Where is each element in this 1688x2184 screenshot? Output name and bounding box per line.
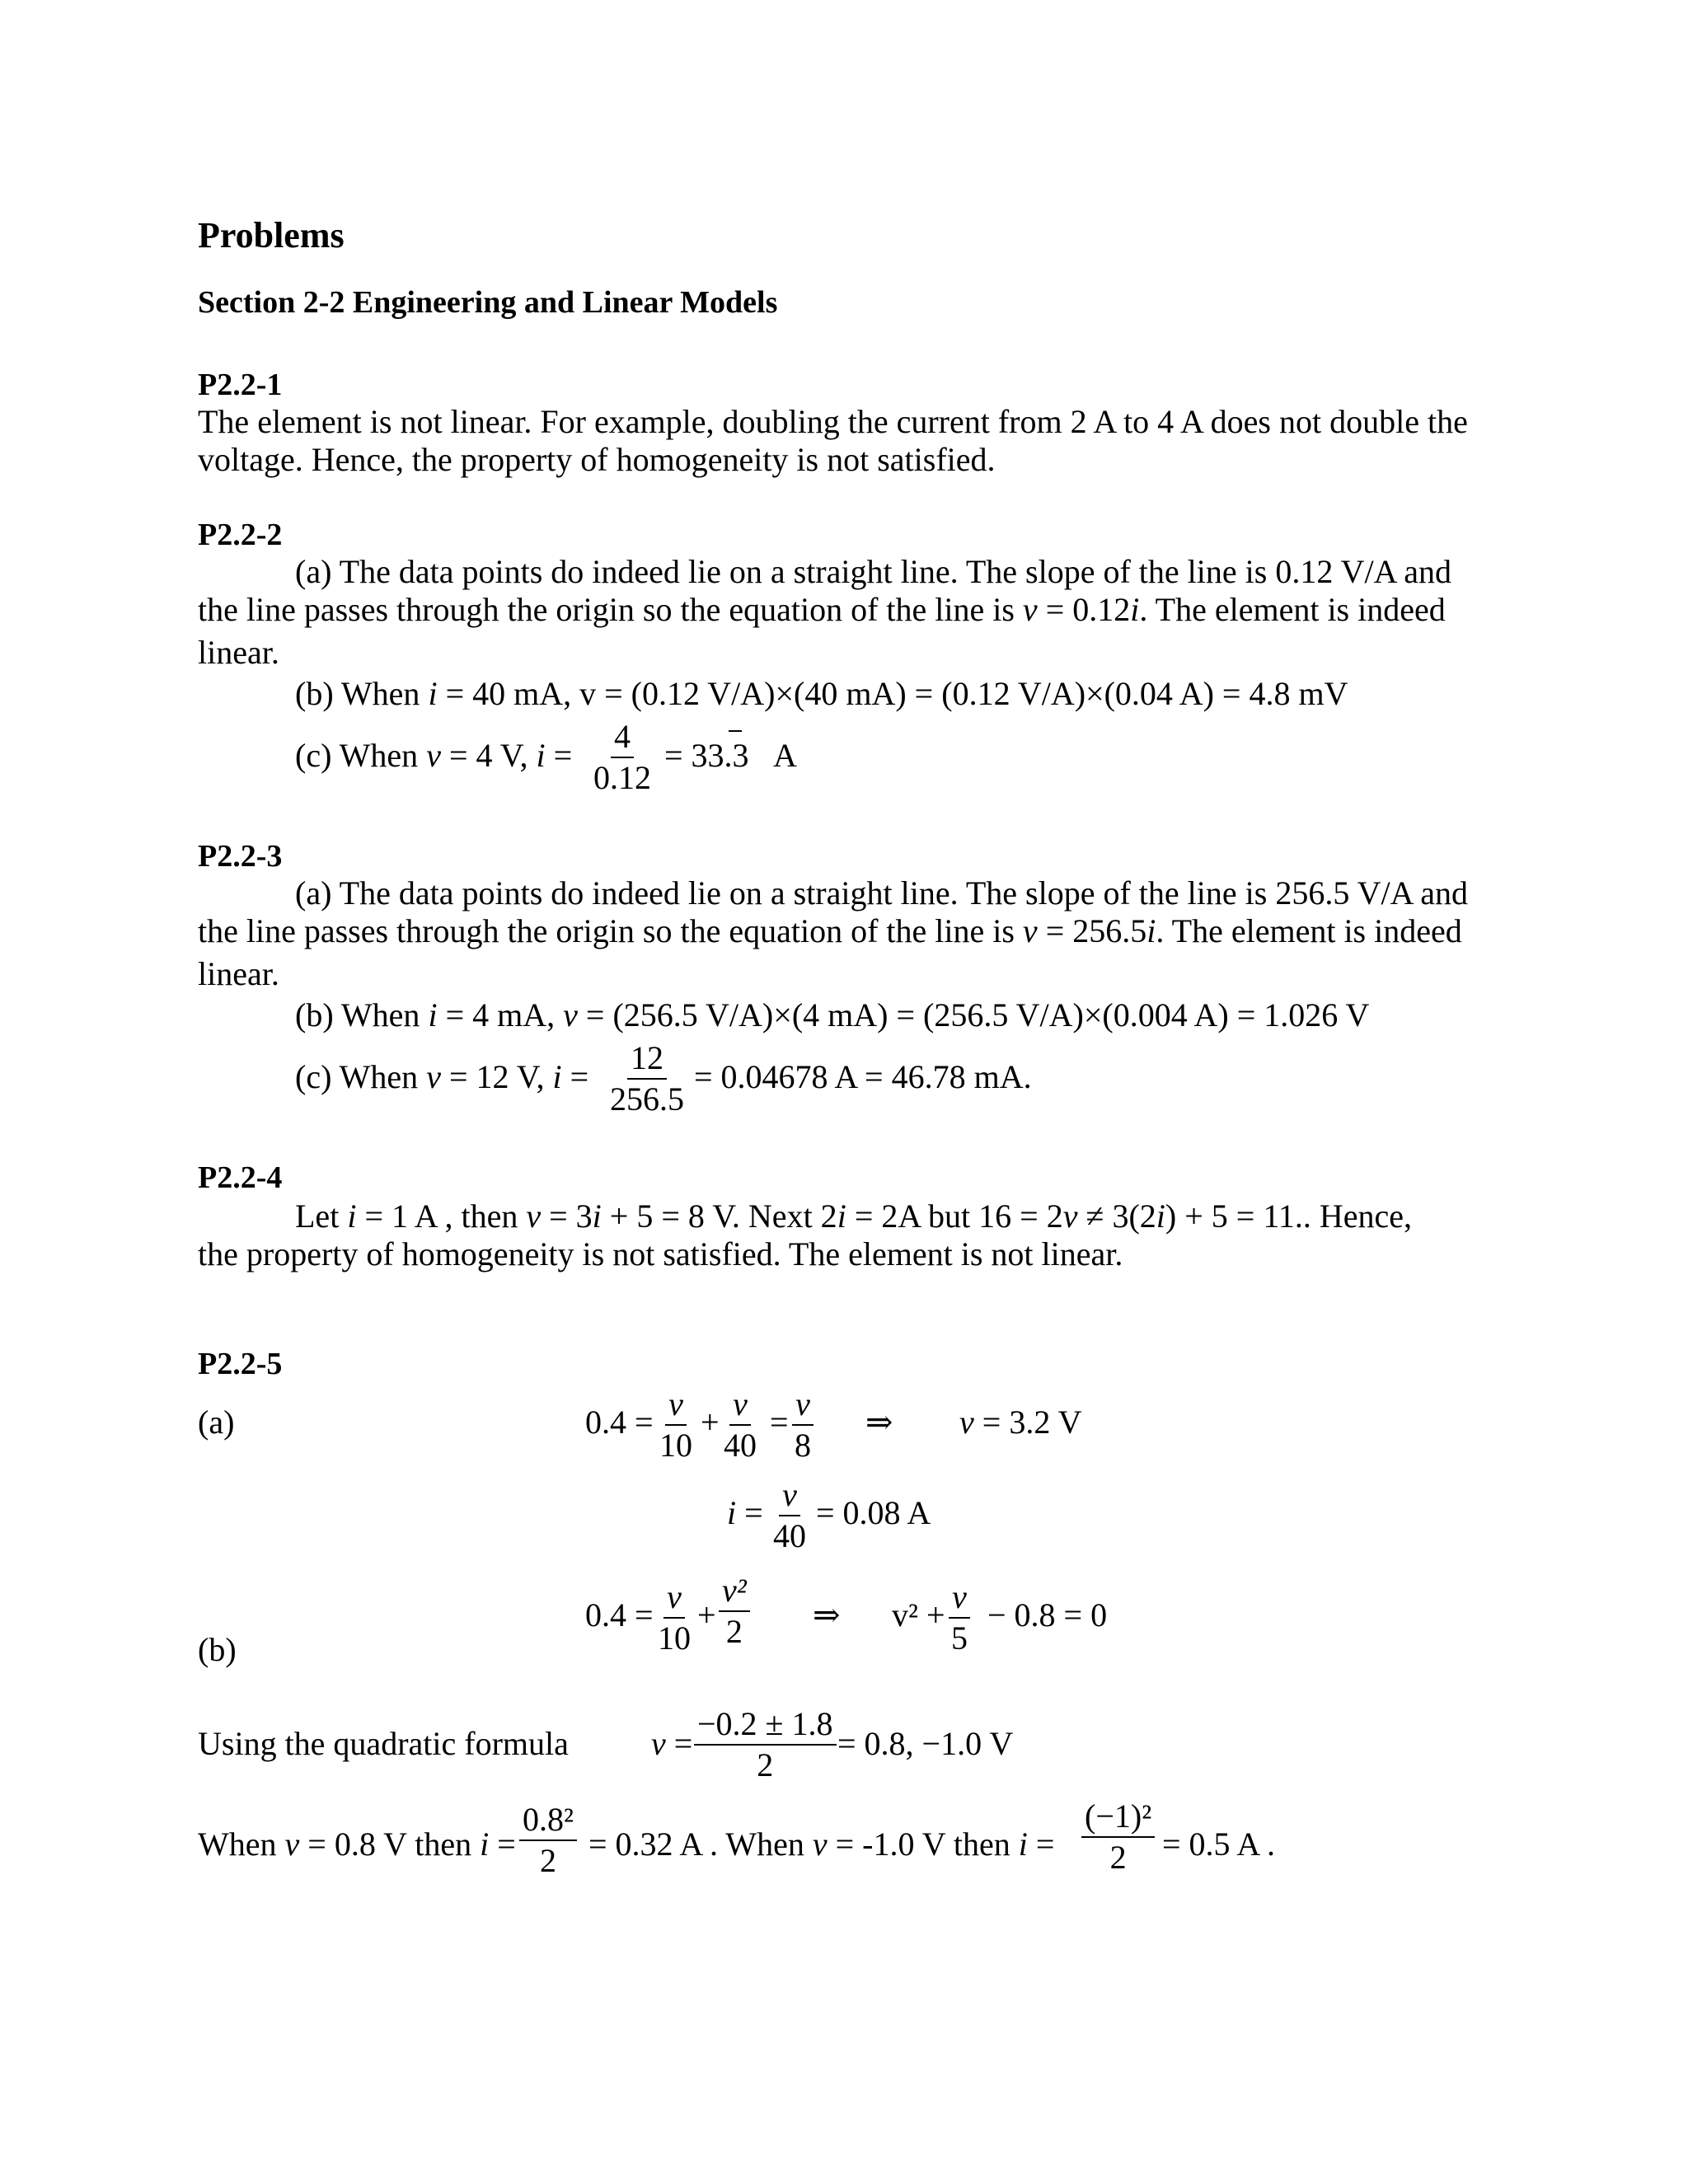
paragraph-line: the property of homogeneity is not satisfied. The element is not linear. <box>198 1235 1123 1272</box>
fraction: $\frac{12}{256.5}$ <box>610 1039 684 1118</box>
paragraph-line: = 0.32 A . When v = -1.0 V then i = <box>588 1825 1055 1863</box>
paragraph-line: When v = 0.8 V then i = <box>198 1825 516 1863</box>
equation-result: = 0.04678 A = 46.78 mA. <box>694 1058 1032 1095</box>
equation-result: = 33.3 <box>664 737 749 774</box>
fraction: $\frac{\text{v²}}{2}$ <box>719 1574 750 1648</box>
paragraph-line: (a) The data points do indeed lie on a straight line. The slope of the line is 256.5 V/A and <box>295 874 1469 912</box>
part-label: (b) <box>198 1631 237 1668</box>
fraction: $\frac{4}{0.12}$ <box>593 718 651 796</box>
fraction: $\frac{v}{40}$ <box>773 1476 806 1554</box>
equation-term: v² + <box>892 1596 945 1633</box>
equation-term: = <box>770 1404 789 1441</box>
fraction: $\frac{\text{(−1)²}}{2}$ <box>1081 1800 1155 1874</box>
paragraph-line: Let i = 1 A , then v = 3i + 5 = 8 V. Next 2i = 2A but 16 = 2v ≠ 3(2i) + 5 = 11.. Hence, <box>295 1197 1413 1235</box>
implies-arrow: ⇒ <box>865 1404 893 1441</box>
problem-heading: P2.2-2 <box>198 518 283 552</box>
problem-heading: P2.2-1 <box>198 368 283 402</box>
page-title: Problems <box>198 215 345 255</box>
fraction: $\frac{v}{8}$ <box>791 1388 814 1462</box>
problem-heading: P2.2-3 <box>198 839 283 874</box>
unit-label: A <box>773 737 797 774</box>
paragraph-line: linear. <box>198 955 279 992</box>
section-heading: Section 2-2 Engineering and Linear Models <box>198 285 778 320</box>
equation-term: v = <box>651 1725 693 1762</box>
repeating-bar <box>729 730 742 732</box>
equation-result: = 0.8, −1.0 V <box>837 1725 1014 1762</box>
paragraph-line: Using the quadratic formula <box>198 1725 569 1762</box>
problem-heading: P2.2-4 <box>198 1160 283 1195</box>
equation-term: i = <box>727 1494 763 1531</box>
equation-term: + <box>701 1404 720 1441</box>
equation-term: + <box>697 1596 716 1633</box>
fraction: $\frac{v}{40}$ <box>724 1385 757 1464</box>
problem-heading: P2.2-5 <box>198 1347 283 1381</box>
paragraph-line: linear. <box>198 634 279 671</box>
fraction: $\frac{-0.2 \pm 1.8}{2}$ <box>694 1708 837 1782</box>
paragraph-line: voltage. Hence, the property of homogeneity is not satisfied. <box>198 441 996 478</box>
equation-result: = 0.08 A <box>816 1494 931 1531</box>
equation-result: = 0.5 A . <box>1162 1825 1276 1863</box>
equation-term: 0.4 = <box>585 1404 654 1441</box>
fraction: $\frac{v}{5}$ <box>948 1581 971 1655</box>
equation-line: (b) When i = 4 mA, v = (256.5 V/A)×(4 mA) = (256.5 V/A)×(0.004 A) = 1.026 V <box>295 996 1370 1033</box>
equation-result: − 0.8 = 0 <box>987 1596 1108 1633</box>
equation-line: (c) When v = 12 V, i = <box>295 1058 589 1095</box>
equation-line: (c) When v = 4 V, i = <box>295 737 573 774</box>
paragraph-line: The element is not linear. For example, doubling the current from 2 A to 4 A does not double the <box>198 403 1468 440</box>
fraction: $\frac{v}{10}$ <box>659 1385 692 1464</box>
equation-line: (b) When i = 40 mA, v = (0.12 V/A)×(40 mA) = (0.12 V/A)×(0.04 A) = 4.8 mV <box>295 675 1348 712</box>
equation-term: 0.4 = <box>585 1596 654 1633</box>
fraction: $\frac{\text{0.8²}}{2}$ <box>519 1803 577 1877</box>
implies-arrow: ⇒ <box>813 1596 841 1633</box>
paragraph-line: (a) The data points do indeed lie on a straight line. The slope of the line is 0.12 V/A and <box>295 553 1452 590</box>
equation-result: v = 3.2 V <box>959 1404 1082 1441</box>
fraction: $\frac{v}{10}$ <box>658 1578 691 1657</box>
part-label: (a) <box>198 1404 235 1441</box>
paragraph-line: the line passes through the origin so the equation of the line is v = 256.5i. The element is indeed <box>198 912 1462 949</box>
paragraph-line: the line passes through the origin so the equation of the line is v = 0.12i. The element is indeed <box>198 591 1446 628</box>
